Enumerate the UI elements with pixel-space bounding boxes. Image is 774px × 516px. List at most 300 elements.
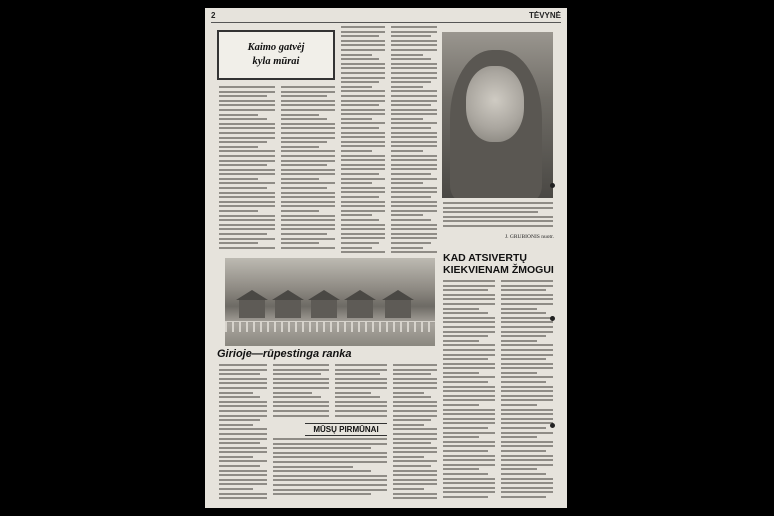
text-line — [219, 150, 275, 152]
text-line — [501, 344, 553, 346]
text-line — [393, 460, 437, 462]
text-line — [219, 173, 275, 175]
text-line — [219, 196, 275, 198]
text-line — [443, 207, 553, 209]
text-line — [501, 404, 537, 406]
text-line — [393, 373, 431, 375]
text-line — [219, 451, 267, 453]
text-line — [393, 465, 431, 467]
text-line — [281, 118, 327, 120]
text-line — [281, 123, 335, 125]
text-line — [443, 340, 479, 342]
text-line — [281, 132, 335, 134]
text-line — [393, 433, 437, 435]
text-line — [391, 182, 423, 184]
text-line — [443, 418, 495, 420]
text-line — [281, 233, 327, 235]
text-line — [341, 104, 379, 106]
text-line — [391, 54, 423, 56]
text-line — [281, 169, 335, 171]
text-line — [219, 497, 267, 499]
text-line — [501, 349, 553, 351]
text-line — [501, 294, 553, 296]
text-line — [281, 238, 335, 240]
text-line — [391, 219, 431, 221]
text-line — [219, 493, 267, 495]
text-line — [391, 233, 437, 235]
text-line — [443, 298, 495, 300]
text-line — [501, 340, 537, 342]
text-line — [341, 196, 379, 198]
text-line — [219, 233, 267, 235]
text-line — [219, 470, 267, 472]
text-line — [501, 331, 553, 333]
text-column-8 — [273, 364, 329, 420]
text-line — [273, 373, 321, 375]
text-line — [335, 396, 380, 398]
text-line — [219, 401, 267, 403]
text-line — [443, 478, 495, 480]
text-line — [501, 326, 553, 328]
text-line — [219, 382, 267, 384]
text-line — [391, 100, 437, 102]
text-column-4 — [391, 26, 437, 256]
text-line — [219, 160, 275, 162]
text-line — [335, 369, 387, 371]
text-line — [281, 155, 335, 157]
text-line — [281, 91, 335, 93]
text-line — [341, 95, 385, 97]
text-line — [443, 459, 495, 461]
text-line — [341, 77, 385, 79]
text-column-10 — [393, 364, 437, 502]
text-line — [281, 104, 335, 106]
text-line — [443, 432, 495, 434]
text-line — [335, 382, 387, 384]
text-line — [273, 392, 312, 394]
text-line — [219, 465, 260, 467]
text-line — [341, 127, 379, 129]
text-line — [219, 392, 253, 394]
text-line — [501, 386, 553, 388]
text-line — [341, 81, 379, 83]
text-column-box — [273, 438, 387, 502]
text-line — [393, 378, 437, 380]
text-line — [219, 405, 267, 407]
text-line — [443, 464, 495, 466]
text-line — [393, 483, 437, 485]
text-line — [219, 415, 267, 417]
text-line — [341, 228, 385, 230]
text-line — [219, 132, 275, 134]
text-line — [273, 369, 329, 371]
text-line — [281, 187, 327, 189]
text-line — [273, 484, 387, 486]
text-line — [219, 369, 267, 371]
text-line — [281, 86, 335, 88]
text-line — [391, 90, 437, 92]
text-line — [443, 436, 479, 438]
text-line — [501, 441, 553, 443]
text-line — [443, 381, 488, 383]
text-line — [501, 303, 553, 305]
text-line — [273, 452, 387, 454]
text-line — [443, 335, 488, 337]
text-line — [341, 201, 385, 203]
text-line — [219, 104, 275, 106]
text-line — [501, 491, 553, 493]
text-line — [393, 447, 437, 449]
text-line — [335, 373, 380, 375]
photo-credit: J. GRUBIONIS nuotr. — [505, 234, 554, 240]
text-line — [443, 487, 495, 489]
text-line — [443, 386, 495, 388]
text-line — [443, 225, 553, 227]
text-line — [219, 488, 253, 490]
text-line — [501, 358, 546, 360]
text-line — [273, 382, 329, 384]
text-line — [501, 464, 553, 466]
text-line — [391, 132, 437, 134]
text-line — [443, 482, 495, 484]
text-line — [391, 109, 437, 111]
text-line — [273, 396, 321, 398]
text-line — [391, 168, 437, 170]
text-line — [341, 40, 385, 42]
article-title-kaimo-gatvej: Kaimo gatvėj kyla mūrai — [217, 30, 335, 80]
text-line — [281, 205, 335, 207]
text-line — [501, 473, 546, 475]
text-line — [273, 387, 329, 389]
text-line — [341, 118, 372, 120]
text-line — [391, 251, 437, 253]
text-line — [341, 233, 385, 235]
text-line — [341, 63, 385, 65]
text-line — [341, 26, 385, 28]
text-line — [391, 191, 437, 193]
text-line — [219, 215, 275, 217]
text-line — [391, 159, 437, 161]
text-line — [281, 242, 319, 244]
text-line — [443, 289, 488, 291]
text-line — [219, 242, 258, 244]
text-line — [501, 317, 553, 319]
text-line — [219, 433, 267, 435]
text-line — [341, 150, 372, 152]
text-line — [501, 381, 546, 383]
binder-hole — [550, 423, 555, 428]
text-line — [501, 478, 553, 480]
text-line — [443, 404, 479, 406]
text-line — [341, 31, 385, 33]
text-line — [219, 123, 275, 125]
text-line — [219, 456, 253, 458]
text-column-5 — [443, 280, 495, 502]
text-line — [391, 58, 431, 60]
text-line — [443, 344, 495, 346]
text-line — [219, 201, 275, 203]
text-line — [281, 164, 327, 166]
text-column-7 — [219, 364, 267, 502]
text-line — [281, 219, 335, 221]
text-line — [501, 298, 553, 300]
text-line — [219, 228, 275, 230]
text-line — [443, 216, 553, 218]
text-line — [391, 145, 437, 147]
article-title-girioje: Girioje—rūpestinga ranka — [217, 348, 352, 360]
text-line — [501, 409, 553, 411]
text-line — [391, 136, 437, 138]
text-line — [219, 109, 275, 111]
text-line — [393, 364, 437, 366]
text-line — [501, 285, 553, 287]
text-line — [443, 220, 553, 222]
text-line — [341, 178, 385, 180]
text-line — [443, 294, 495, 296]
text-line — [341, 173, 379, 175]
text-line — [341, 100, 385, 102]
text-line — [341, 44, 385, 46]
text-line — [341, 90, 385, 92]
text-line — [341, 219, 379, 221]
text-line — [341, 187, 385, 189]
text-line — [219, 373, 260, 375]
text-line — [443, 450, 488, 452]
text-line — [281, 137, 335, 139]
text-line — [273, 405, 329, 407]
text-line — [443, 399, 495, 401]
text-line — [393, 415, 437, 417]
text-line — [281, 210, 319, 212]
text-line — [341, 237, 385, 239]
text-line — [341, 191, 385, 193]
text-line — [443, 303, 495, 305]
text-line — [219, 447, 267, 449]
text-line — [393, 387, 437, 389]
text-line — [443, 349, 495, 351]
text-line — [341, 247, 372, 249]
running-header — [211, 11, 561, 23]
text-line — [335, 387, 387, 389]
text-line — [443, 376, 495, 378]
text-line — [443, 395, 495, 397]
text-line — [341, 242, 379, 244]
box-title-musu-pirmunai: MŪSŲ PIRMŪNAI — [305, 423, 387, 436]
text-line — [273, 493, 371, 495]
text-column-9 — [335, 364, 387, 420]
text-line — [443, 445, 495, 447]
article-title-kad-atsivertu: KAD ATSIVERTŲ KIEKVIENAM ŽMOGUI — [443, 252, 554, 276]
text-line — [501, 482, 553, 484]
text-line — [443, 317, 495, 319]
text-line — [501, 321, 553, 323]
text-line — [219, 118, 267, 120]
text-line — [393, 392, 424, 394]
text-line — [219, 424, 253, 426]
text-line — [335, 401, 387, 403]
text-line — [273, 378, 329, 380]
text-line — [219, 396, 260, 398]
text-line — [335, 392, 371, 394]
text-line — [281, 192, 335, 194]
text-line — [501, 422, 553, 424]
text-line — [219, 387, 267, 389]
text-line — [219, 114, 258, 116]
text-line — [391, 104, 431, 106]
newspaper-name: TĖVYNĖ — [528, 11, 561, 20]
text-line — [341, 145, 385, 147]
text-line — [281, 196, 335, 198]
text-line — [443, 491, 495, 493]
text-line — [391, 122, 437, 124]
text-line — [393, 488, 424, 490]
text-line — [501, 399, 553, 401]
text-line — [501, 459, 553, 461]
text-line — [501, 496, 546, 498]
text-line — [281, 215, 335, 217]
text-line — [393, 451, 437, 453]
text-line — [391, 201, 437, 203]
text-line — [501, 289, 546, 291]
text-line — [391, 40, 437, 42]
text-line — [281, 201, 335, 203]
text-line — [391, 44, 437, 46]
woman-portrait-photo — [442, 32, 553, 198]
text-line — [443, 455, 495, 457]
text-line — [393, 369, 437, 371]
text-line — [219, 442, 260, 444]
text-line — [341, 205, 385, 207]
text-line — [219, 247, 275, 249]
text-line — [393, 405, 437, 407]
page-number: 2 — [211, 11, 216, 20]
text-line — [341, 132, 385, 134]
text-line — [219, 169, 275, 171]
text-line — [281, 150, 335, 152]
text-line — [335, 410, 387, 412]
text-line — [443, 326, 495, 328]
text-line — [501, 468, 537, 470]
text-line — [281, 247, 335, 249]
text-line — [393, 479, 437, 481]
text-line — [501, 455, 553, 457]
text-line — [219, 192, 275, 194]
text-line — [341, 58, 379, 60]
text-line — [219, 137, 275, 139]
text-line — [341, 214, 372, 216]
text-line — [443, 413, 495, 415]
text-line — [501, 372, 537, 374]
text-line — [273, 461, 387, 463]
text-line — [219, 141, 267, 143]
text-line — [501, 432, 553, 434]
text-column-2 — [281, 86, 335, 256]
text-line — [391, 63, 437, 65]
text-line — [393, 424, 424, 426]
text-line — [501, 312, 546, 314]
text-line — [501, 445, 553, 447]
text-line — [219, 364, 267, 366]
text-line — [219, 474, 267, 476]
text-line — [219, 178, 258, 180]
text-line — [391, 205, 437, 207]
text-line — [391, 141, 437, 143]
text-line — [391, 113, 437, 115]
text-line — [219, 86, 275, 88]
text-line — [281, 141, 327, 143]
text-line — [393, 428, 437, 430]
text-line — [391, 77, 437, 79]
text-line — [443, 363, 495, 365]
text-line — [273, 489, 387, 491]
text-line — [273, 415, 329, 417]
text-line — [393, 497, 437, 499]
text-line — [273, 410, 329, 412]
text-line — [501, 335, 546, 337]
text-line — [281, 224, 335, 226]
text-line — [391, 49, 437, 51]
text-line — [219, 238, 275, 240]
text-line — [391, 214, 423, 216]
text-line — [391, 81, 431, 83]
text-line — [391, 224, 437, 226]
text-line — [393, 382, 437, 384]
text-line — [443, 354, 495, 356]
text-line — [501, 418, 553, 420]
text-line — [393, 396, 431, 398]
text-line — [501, 395, 553, 397]
text-line — [341, 86, 372, 88]
text-column-1 — [219, 86, 275, 256]
text-line — [443, 285, 495, 287]
text-line — [443, 372, 479, 374]
text-line — [219, 100, 275, 102]
text-line — [341, 159, 385, 161]
text-line — [443, 308, 479, 310]
text-line — [393, 474, 437, 476]
text-line — [341, 141, 385, 143]
text-line — [281, 173, 335, 175]
text-line — [219, 95, 267, 97]
text-line — [341, 168, 385, 170]
text-line — [393, 470, 437, 472]
text-line — [281, 127, 335, 129]
text-line — [281, 114, 319, 116]
text-line — [443, 422, 495, 424]
text-line — [341, 49, 385, 51]
text-line — [281, 95, 327, 97]
newspaper-page — [205, 8, 567, 508]
text-column-6 — [501, 280, 553, 502]
text-line — [391, 67, 437, 69]
text-line — [219, 127, 275, 129]
text-line — [443, 358, 488, 360]
text-line — [281, 109, 335, 111]
text-line — [341, 54, 372, 56]
text-line — [219, 205, 275, 207]
text-line — [341, 113, 385, 115]
text-line — [219, 164, 267, 166]
text-line — [219, 428, 267, 430]
text-line — [219, 479, 267, 481]
text-line — [219, 224, 275, 226]
text-line — [391, 196, 431, 198]
text-line — [501, 450, 546, 452]
text-line — [273, 447, 371, 449]
text-line — [393, 442, 431, 444]
text-line — [391, 164, 437, 166]
text-line — [443, 331, 495, 333]
